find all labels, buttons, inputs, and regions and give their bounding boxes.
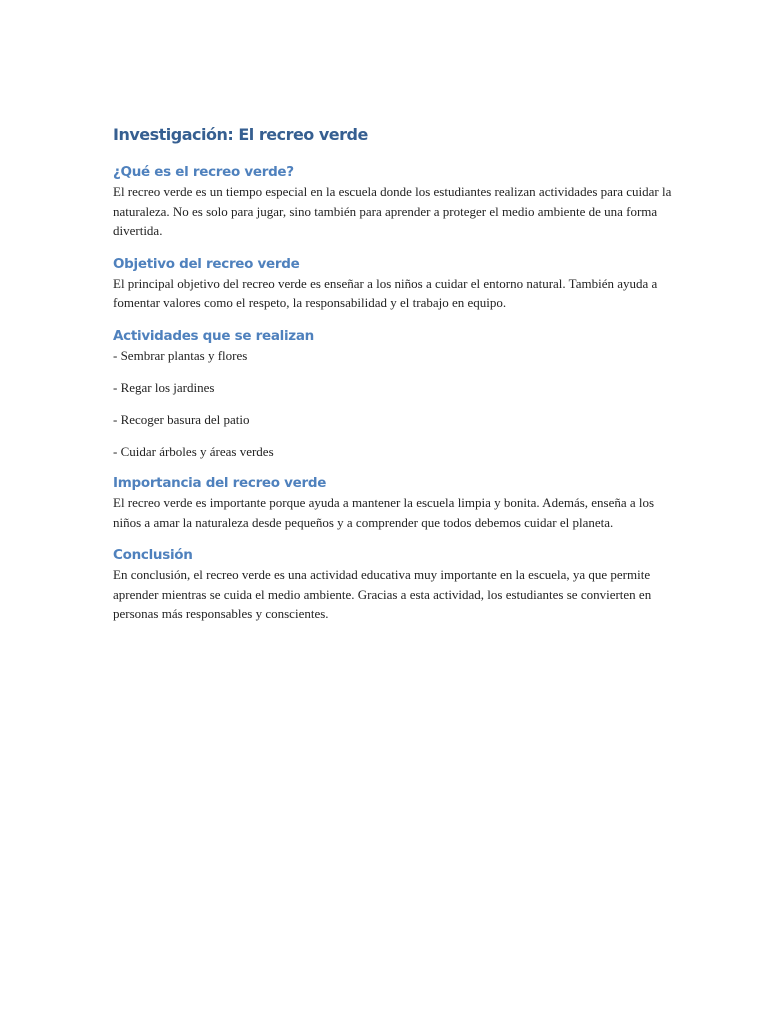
document-page: [113, 123, 673, 638]
section-heading: ¿Qué es el recreo verde?: [113, 164, 294, 180]
list-item: - Sembrar plantas y flores: [113, 347, 248, 363]
section-paragraph: En conclusión, el recreo verde es una actividad educativa muy importante en la escuela, ya que permite aprender mientras se cuida el medio ambiente. Gracias a esta actividad, los estudiantes se convierten en personas más responsables y conscientes.: [113, 567, 652, 621]
section-what-is: [113, 163, 673, 241]
section-heading: Objetivo del recreo verde: [113, 255, 300, 272]
section-paragraph: El principal objetivo del recreo verde es enseñar a los niños a cuidar el entorno natural. También ayuda a fomentar valores como el respeto, la responsabilidad y el trabajo en equipo.: [113, 275, 658, 310]
section-objective: [113, 255, 673, 313]
list-item: - Cuidar árboles y áreas verdes: [113, 443, 274, 459]
section-importance: [113, 474, 673, 532]
list-item: - Regar los jardines: [113, 379, 215, 395]
activities-list: [113, 346, 673, 462]
section-activities: [113, 327, 673, 462]
section-paragraph: El recreo verde es importante porque ayuda a mantener la escuela limpia y bonita. Además, enseña a los niños a amar la naturaleza desde pequeños y a comprender que todos debemos cuidar el planeta.: [113, 495, 655, 530]
section-heading: Importancia del recreo verde: [113, 475, 327, 491]
document-title: Investigación: El recreo verde: [113, 125, 368, 144]
section-heading: Actividades que se realizan: [113, 327, 314, 344]
section-paragraph: El recreo verde es un tiempo especial en la escuela donde los estudiantes realizan actividades para cuidar la naturaleza. No es solo para jugar, sino también para aprender a proteger el medio ambiente de una forma divertida.: [113, 184, 672, 238]
section-heading: Conclusión: [113, 547, 193, 563]
section-conclusion: [113, 546, 673, 624]
list-item: - Recoger basura del patio: [113, 411, 250, 427]
